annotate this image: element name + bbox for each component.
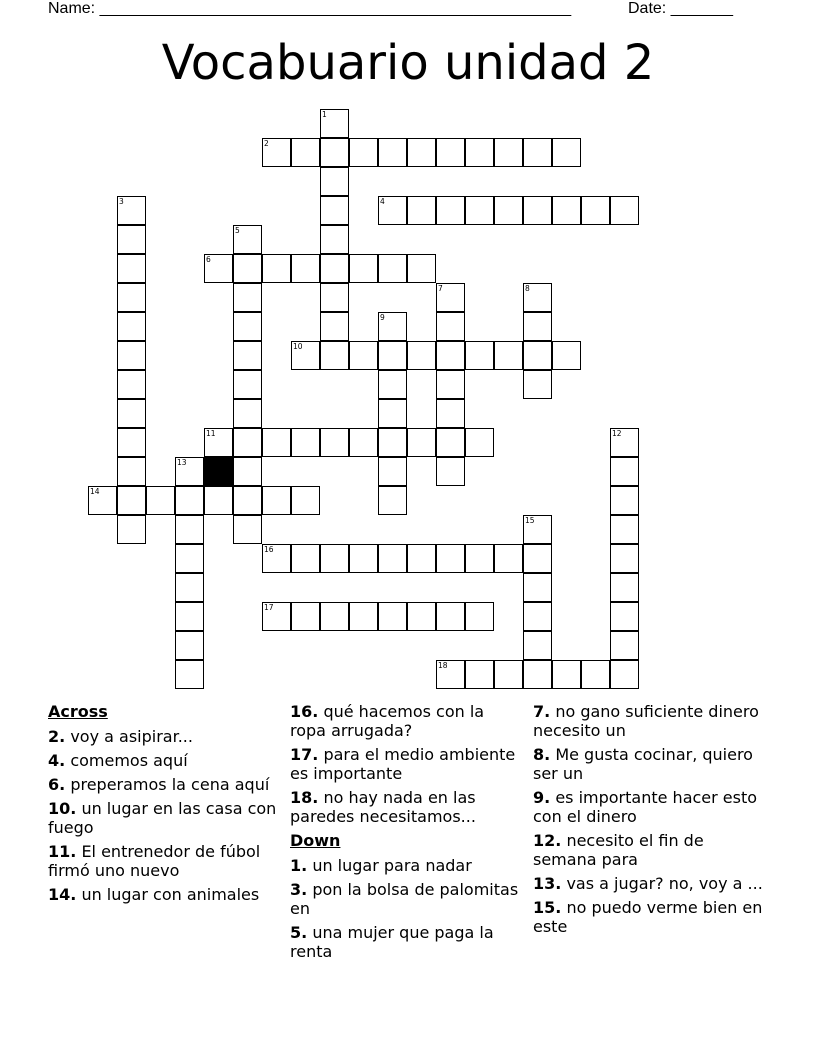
clue-text: un lugar con animales — [81, 885, 260, 904]
clue-across-4 — [48, 751, 278, 770]
clue-down-13 — [533, 874, 763, 893]
clue-across-14 — [48, 885, 278, 904]
crossword-cell[interactable] — [320, 254, 349, 283]
crossword-cell[interactable] — [291, 544, 320, 573]
cell-number: 15 — [525, 516, 535, 525]
crossword-cell[interactable] — [465, 544, 494, 573]
crossword-cell[interactable] — [233, 254, 262, 283]
clue-number: 16. — [290, 702, 319, 721]
crossword-cell[interactable] — [610, 196, 639, 225]
crossword-cell[interactable] — [523, 515, 552, 544]
crossword-cell[interactable] — [349, 138, 378, 167]
crossword-cell[interactable] — [494, 196, 523, 225]
crossword-cell[interactable] — [552, 196, 581, 225]
crossword-cell[interactable] — [378, 602, 407, 631]
crossword-cell[interactable] — [552, 138, 581, 167]
crossword-cell[interactable] — [233, 312, 262, 341]
clue-number: 18. — [290, 788, 319, 807]
crossword-cell[interactable] — [378, 399, 407, 428]
crossword-cell[interactable] — [320, 544, 349, 573]
crossword-cell[interactable] — [465, 341, 494, 370]
crossword-cell[interactable] — [117, 341, 146, 370]
clue-down-3 — [290, 880, 520, 918]
crossword-cell[interactable] — [117, 515, 146, 544]
clue-text: un lugar en las casa con fuego — [48, 799, 277, 837]
crossword-cell[interactable] — [610, 486, 639, 515]
crossword-cell[interactable] — [262, 486, 291, 515]
crossword-cell[interactable] — [291, 602, 320, 631]
crossword-cell[interactable] — [175, 515, 204, 544]
crossword-cell[interactable] — [523, 283, 552, 312]
crossword-cell[interactable] — [320, 225, 349, 254]
crossword-cell[interactable] — [581, 196, 610, 225]
crossword-cell[interactable] — [610, 602, 639, 631]
crossword-cell[interactable] — [523, 602, 552, 631]
crossword-cell[interactable] — [581, 660, 610, 689]
clue-number: 2. — [48, 727, 66, 746]
crossword-cell[interactable] — [117, 428, 146, 457]
clue-column-3 — [533, 702, 763, 941]
crossword-cell[interactable] — [233, 515, 262, 544]
crossword-cell[interactable] — [204, 428, 233, 457]
clue-number: 10. — [48, 799, 77, 818]
crossword-cell[interactable] — [320, 138, 349, 167]
crossword-cell[interactable] — [436, 660, 465, 689]
clue-number: 11. — [48, 842, 77, 861]
clue-number: 9. — [533, 788, 551, 807]
clue-text: no hay nada en las paredes necesitamos... — [290, 788, 476, 826]
crossword-cell[interactable] — [233, 457, 262, 486]
crossword-cell[interactable] — [523, 370, 552, 399]
crossword-cell[interactable] — [436, 341, 465, 370]
crossword-cell[interactable] — [523, 631, 552, 660]
crossword-cell[interactable] — [378, 138, 407, 167]
crossword-cell[interactable] — [175, 573, 204, 602]
cell-number: 3 — [119, 197, 124, 206]
date-blank[interactable]: _______ — [670, 0, 733, 17]
crossword-cell[interactable] — [291, 138, 320, 167]
clue-text: preperamos la cena aquí — [70, 775, 270, 794]
down-heading: Down — [290, 831, 341, 850]
crossword-cell[interactable] — [291, 428, 320, 457]
cell-number: 11 — [206, 429, 216, 438]
crossword-cell[interactable] — [436, 196, 465, 225]
cell-number: 8 — [525, 284, 530, 293]
crossword-cell[interactable] — [233, 370, 262, 399]
crossword-cell[interactable] — [407, 196, 436, 225]
clue-text: no gano suficiente dinero necesito un — [533, 702, 759, 740]
name-label: Name: — [48, 0, 96, 17]
crossword-cell[interactable] — [175, 602, 204, 631]
clue-text: no puedo verme bien en este — [533, 898, 763, 936]
clue-down-15 — [533, 898, 763, 936]
clue-number: 5. — [290, 923, 308, 942]
clue-down-7 — [533, 702, 763, 740]
cell-number: 5 — [235, 226, 240, 235]
clue-number: 1. — [290, 856, 308, 875]
crossword-cell[interactable] — [407, 602, 436, 631]
clue-number: 15. — [533, 898, 562, 917]
crossword-cell[interactable] — [320, 312, 349, 341]
clue-number: 3. — [290, 880, 308, 899]
crossword-cell[interactable] — [204, 254, 233, 283]
across-heading: Across — [48, 702, 108, 721]
crossword-cell[interactable] — [407, 341, 436, 370]
clue-text: pon la bolsa de palomitas en — [290, 880, 519, 918]
crossword-cell[interactable] — [378, 370, 407, 399]
crossword-cell[interactable] — [117, 399, 146, 428]
clue-across-16 — [290, 702, 520, 740]
crossword-cell[interactable] — [117, 486, 146, 515]
crossword-cell[interactable] — [436, 283, 465, 312]
crossword-cell[interactable] — [262, 602, 291, 631]
crossword-cell[interactable] — [552, 341, 581, 370]
cell-number: 7 — [438, 284, 443, 293]
crossword-cell[interactable] — [436, 544, 465, 573]
crossword-cell[interactable] — [378, 196, 407, 225]
clue-number: 8. — [533, 745, 551, 764]
crossword-cell[interactable] — [262, 138, 291, 167]
crossword-cell[interactable] — [407, 138, 436, 167]
crossword-cell[interactable] — [233, 486, 262, 515]
clue-number: 13. — [533, 874, 562, 893]
clue-down-5 — [290, 923, 520, 961]
crossword-cell[interactable] — [320, 196, 349, 225]
crossword-cell[interactable] — [349, 428, 378, 457]
crossword-cell[interactable] — [378, 341, 407, 370]
clue-across-18 — [290, 788, 520, 826]
clue-text: Me gusta cocinar, quiero ser un — [533, 745, 753, 783]
crossword-cell[interactable] — [523, 573, 552, 602]
cell-number: 14 — [90, 487, 100, 496]
clue-across-10 — [48, 799, 278, 837]
crossword-cell[interactable] — [610, 544, 639, 573]
crossword-cell[interactable] — [262, 544, 291, 573]
crossword-cell[interactable] — [378, 312, 407, 341]
clue-across-6 — [48, 775, 278, 794]
crossword-cell[interactable] — [378, 544, 407, 573]
crossword-cell[interactable] — [175, 631, 204, 660]
crossword-cell[interactable] — [320, 602, 349, 631]
crossword-cell[interactable] — [117, 370, 146, 399]
black-square — [204, 457, 233, 486]
crossword-cell[interactable] — [523, 312, 552, 341]
crossword-cell[interactable] — [523, 196, 552, 225]
crossword-cell[interactable] — [465, 428, 494, 457]
cell-number: 4 — [380, 197, 385, 206]
clue-text: para el medio ambiente es importante — [290, 745, 516, 783]
clue-text: voy a asipirar... — [70, 727, 193, 746]
clue-text: es importante hacer esto con el dinero — [533, 788, 758, 826]
cell-number: 1 — [322, 110, 327, 119]
cell-number: 2 — [264, 139, 269, 148]
cell-number: 6 — [206, 255, 211, 264]
crossword-cell[interactable] — [523, 341, 552, 370]
name-blank[interactable]: _____________________________________________________ — [99, 0, 572, 17]
clue-column-1 — [48, 702, 278, 909]
crossword-cell[interactable] — [320, 428, 349, 457]
clue-down-8 — [533, 745, 763, 783]
crossword-cell[interactable] — [494, 341, 523, 370]
crossword-cell[interactable] — [436, 312, 465, 341]
crossword-cell[interactable] — [378, 457, 407, 486]
crossword-cell[interactable] — [465, 196, 494, 225]
cell-number: 13 — [177, 458, 187, 467]
crossword-cell[interactable] — [175, 544, 204, 573]
date-label: Date: — [628, 0, 667, 17]
crossword-cell[interactable] — [378, 486, 407, 515]
clue-column-2 — [290, 702, 520, 966]
crossword-cell[interactable] — [117, 225, 146, 254]
crossword-cell[interactable] — [291, 341, 320, 370]
crossword-cell[interactable] — [465, 138, 494, 167]
clue-down-9 — [533, 788, 763, 826]
crossword-cell[interactable] — [436, 602, 465, 631]
crossword-cell[interactable] — [262, 428, 291, 457]
clue-number: 14. — [48, 885, 77, 904]
crossword-cell[interactable] — [494, 138, 523, 167]
clue-number: 6. — [48, 775, 66, 794]
crossword-cell[interactable] — [436, 399, 465, 428]
crossword-cell[interactable] — [465, 660, 494, 689]
clue-text: El entrenedor de fúbol firmó uno nuevo — [48, 842, 261, 880]
crossword-cell[interactable] — [291, 486, 320, 515]
clue-number: 4. — [48, 751, 66, 770]
cell-number: 17 — [264, 603, 274, 612]
clue-down-12 — [533, 831, 763, 869]
crossword-cell[interactable] — [233, 283, 262, 312]
crossword-cell[interactable] — [407, 254, 436, 283]
crossword-cell[interactable] — [320, 283, 349, 312]
clue-text: comemos aquí — [70, 751, 188, 770]
crossword-cell[interactable] — [349, 602, 378, 631]
crossword-cell[interactable] — [233, 428, 262, 457]
page-title: Vocabuario unidad 2 — [161, 35, 655, 91]
clue-number: 7. — [533, 702, 551, 721]
crossword-cell[interactable] — [117, 457, 146, 486]
crossword-cell[interactable] — [175, 457, 204, 486]
crossword-cell[interactable] — [465, 602, 494, 631]
clue-text: necesito el fin de semana para — [533, 831, 704, 869]
crossword-cell[interactable] — [233, 341, 262, 370]
crossword-cell[interactable] — [175, 660, 204, 689]
crossword-cell[interactable] — [523, 660, 552, 689]
crossword-cell[interactable] — [494, 544, 523, 573]
crossword-cell[interactable] — [349, 254, 378, 283]
clue-across-11 — [48, 842, 278, 880]
crossword-cell[interactable] — [610, 515, 639, 544]
clue-text: un lugar para nadar — [312, 856, 472, 875]
clue-number: 12. — [533, 831, 562, 850]
clue-text: qué hacemos con la ropa arrugada? — [290, 702, 485, 740]
crossword-cell[interactable] — [320, 167, 349, 196]
cell-number: 12 — [612, 429, 622, 438]
clue-across-2 — [48, 727, 278, 746]
crossword-cell[interactable] — [494, 660, 523, 689]
crossword-cell[interactable] — [378, 428, 407, 457]
crossword-cell[interactable] — [610, 428, 639, 457]
cell-number: 16 — [264, 545, 274, 554]
cell-number: 10 — [293, 342, 303, 351]
crossword-cell[interactable] — [291, 254, 320, 283]
crossword-cell[interactable] — [407, 544, 436, 573]
crossword-cell[interactable] — [523, 138, 552, 167]
crossword-cell[interactable] — [436, 370, 465, 399]
crossword-cell[interactable] — [378, 254, 407, 283]
crossword-cell[interactable] — [610, 457, 639, 486]
crossword-cell[interactable] — [407, 428, 436, 457]
crossword-cell[interactable] — [117, 196, 146, 225]
crossword-cell[interactable] — [117, 312, 146, 341]
crossword-cell[interactable] — [117, 254, 146, 283]
crossword-cell[interactable] — [262, 254, 291, 283]
crossword-cell[interactable] — [233, 225, 262, 254]
cell-number: 18 — [438, 661, 448, 670]
crossword-cell[interactable] — [233, 399, 262, 428]
crossword-cell[interactable] — [436, 428, 465, 457]
crossword-cell[interactable] — [523, 544, 552, 573]
crossword-cell[interactable] — [204, 486, 233, 515]
crossword-cell[interactable] — [610, 660, 639, 689]
crossword-cell[interactable] — [436, 138, 465, 167]
crossword-cell[interactable] — [320, 341, 349, 370]
clue-number: 17. — [290, 745, 319, 764]
crossword-cell[interactable] — [175, 486, 204, 515]
crossword-cell[interactable] — [88, 486, 117, 515]
crossword-cell[interactable] — [349, 544, 378, 573]
clue-text: una mujer que paga la renta — [290, 923, 494, 961]
clue-down-1 — [290, 856, 520, 875]
clue-across-17 — [290, 745, 520, 783]
crossword-cell[interactable] — [552, 660, 581, 689]
crossword-cell[interactable] — [610, 573, 639, 602]
cell-number: 9 — [380, 313, 385, 322]
crossword-cell[interactable] — [320, 109, 349, 138]
crossword-cell[interactable] — [436, 457, 465, 486]
crossword-cell[interactable] — [610, 631, 639, 660]
clue-text: vas a jugar? no, voy a ... — [566, 874, 763, 893]
crossword-cell[interactable] — [349, 341, 378, 370]
crossword-cell[interactable] — [117, 283, 146, 312]
crossword-cell[interactable] — [146, 486, 175, 515]
